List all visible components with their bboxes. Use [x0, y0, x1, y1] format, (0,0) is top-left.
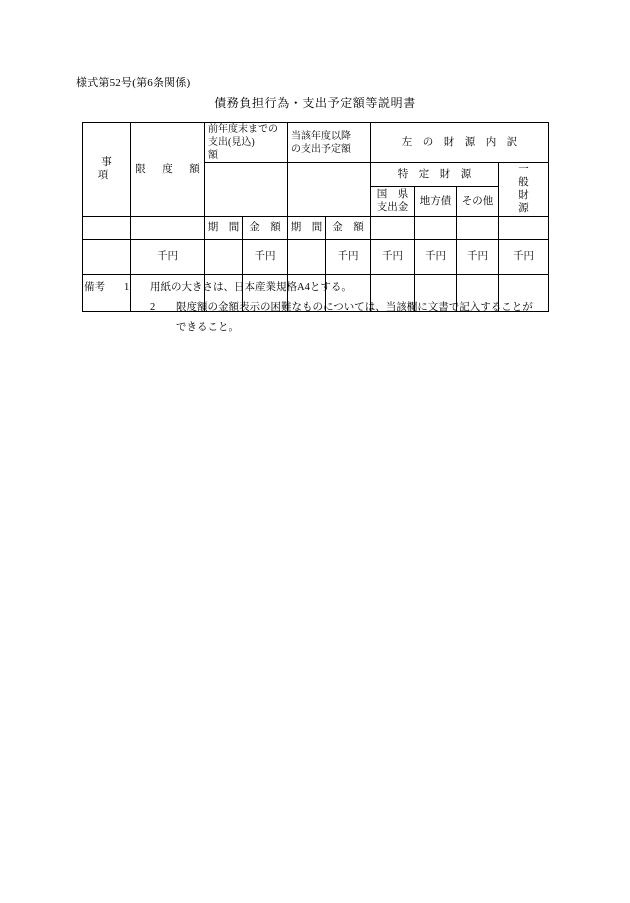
note-number-2: 2 — [150, 301, 156, 313]
header-item-span — [83, 216, 131, 239]
cell-amount-1[interactable]: 千円 — [243, 239, 288, 274]
cell-national-prefectural[interactable]: 千円 — [371, 239, 415, 274]
header-general-source-span — [499, 216, 549, 239]
header-amount-2: 金 額 — [326, 216, 371, 239]
header-prev-year-spend-span — [205, 163, 288, 217]
cell-item[interactable] — [83, 239, 131, 274]
note-continuation-2: できること。 — [176, 321, 239, 333]
header-local-bond: 地方債 — [415, 187, 457, 216]
cell-period-2[interactable] — [288, 239, 326, 274]
header-limit-amount: 限 度 額 — [131, 123, 205, 217]
header-current-year-plan-span — [288, 163, 371, 217]
note-text-1: 用紙の大きさは、日本産業規格A4とする。 — [150, 282, 352, 293]
cell-others[interactable]: 千円 — [457, 239, 499, 274]
header-item: 事 項 — [83, 123, 131, 217]
cell-period-1[interactable] — [205, 239, 243, 274]
cell-local-bond[interactable]: 千円 — [415, 239, 457, 274]
note-item-1 — [84, 278, 554, 298]
header-limit-amount-span — [131, 216, 205, 239]
table-row[interactable] — [83, 239, 549, 274]
header-source-breakdown: 左 の 財 源 内 訳 — [371, 123, 549, 163]
header-current-year-plan: 当該年度以降 の支出予定額 — [288, 123, 371, 163]
cell-general-source[interactable]: 千円 — [499, 239, 549, 274]
cell-limit-amount[interactable]: 千円 — [131, 239, 205, 274]
notes-section — [84, 278, 554, 338]
header-local-bond-span — [415, 216, 457, 239]
header-others: その他 — [457, 187, 499, 216]
header-national-prefectural-span — [371, 216, 415, 239]
header-amount-1: 金 額 — [243, 216, 288, 239]
cell-amount-2[interactable]: 千円 — [326, 239, 371, 274]
table-header-row-1 — [83, 123, 549, 163]
note-item-2 — [84, 298, 554, 318]
notes-label: 備考 — [84, 282, 105, 293]
header-prev-year-spend: 前年度末までの支出(見込) 額 — [205, 123, 288, 163]
note-text-2: 限度額の金額表示の困難なものについては、当該欄に文書で記入することが — [176, 301, 533, 313]
document-title: 債務負担行為・支出予定額等説明書 — [214, 96, 416, 110]
header-period-1: 期 間 — [205, 216, 243, 239]
form-number: 様式第52号(第6条関係) — [76, 77, 191, 89]
header-national-prefectural: 国 県 支出金 — [371, 187, 415, 216]
header-others-span — [457, 216, 499, 239]
header-general-source: 一 般 財 源 — [499, 163, 549, 217]
note-number-1: 1 — [124, 282, 130, 293]
header-period-2: 期 間 — [288, 216, 326, 239]
table-header-row-4 — [83, 216, 549, 239]
header-specific-source: 特 定 財 源 — [371, 163, 499, 187]
